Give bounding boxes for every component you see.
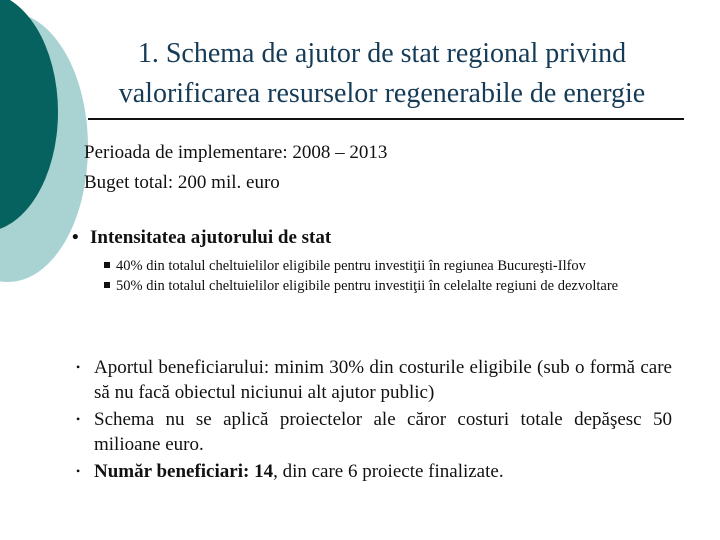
point-beneficiaries (76, 459, 672, 484)
bullet-icon: • (72, 227, 79, 248)
scheme-points (76, 355, 672, 484)
point-text: Aportul beneficiarului: minim 30% din costurile eligibile (sub o formă care să nu facă obiectul niciunui alt ajutor public) (94, 357, 672, 403)
point-beneficiary-contribution (76, 355, 672, 405)
beneficiaries-count: 14 (254, 461, 274, 482)
square-bullet-icon (104, 262, 110, 268)
intensity-item-text: 50% din totalul cheltuielilor eligibile pentru investiţii în celelalte regiuni de dezvoltare (116, 278, 619, 294)
intensity-heading-text: Intensitatea ajutorului de stat (90, 227, 332, 248)
beneficiaries-label: Număr beneficiari: (94, 461, 250, 482)
program-summary (84, 138, 387, 198)
bullet-icon: • (76, 464, 81, 478)
point-text: Schema nu se aplică proiectelor ale căror costuri totale depăşesc 50 milioane euro. (94, 409, 672, 455)
bullet-icon: • (76, 412, 81, 426)
intensity-item-bucharest (102, 256, 672, 276)
beneficiaries-detail: , din care 6 proiecte finalizate. (273, 461, 504, 482)
intensity-item-text: 40% din totalul cheltuielilor eligibile pentru investiţii în regiunea Bucureşti-Ilfov (116, 258, 586, 274)
slide-title-line-2: valorificarea resurselor regenerabile de energie (118, 78, 646, 109)
square-bullet-icon (104, 282, 110, 288)
title-divider (88, 118, 684, 120)
bullet-icon: • (76, 360, 81, 374)
point-cost-exclusion (76, 407, 672, 457)
intensity-heading (72, 225, 331, 251)
slide-title (52, 34, 712, 114)
total-budget: Buget total: 200 mil. euro (84, 172, 280, 193)
intensity-list (102, 256, 672, 296)
slide-title-line-1: 1. Schema de ajutor de stat regional privind (137, 38, 627, 69)
implementation-period: Perioada de implementare: 2008 – 2013 (84, 142, 388, 163)
intensity-item-other-regions (102, 276, 672, 296)
